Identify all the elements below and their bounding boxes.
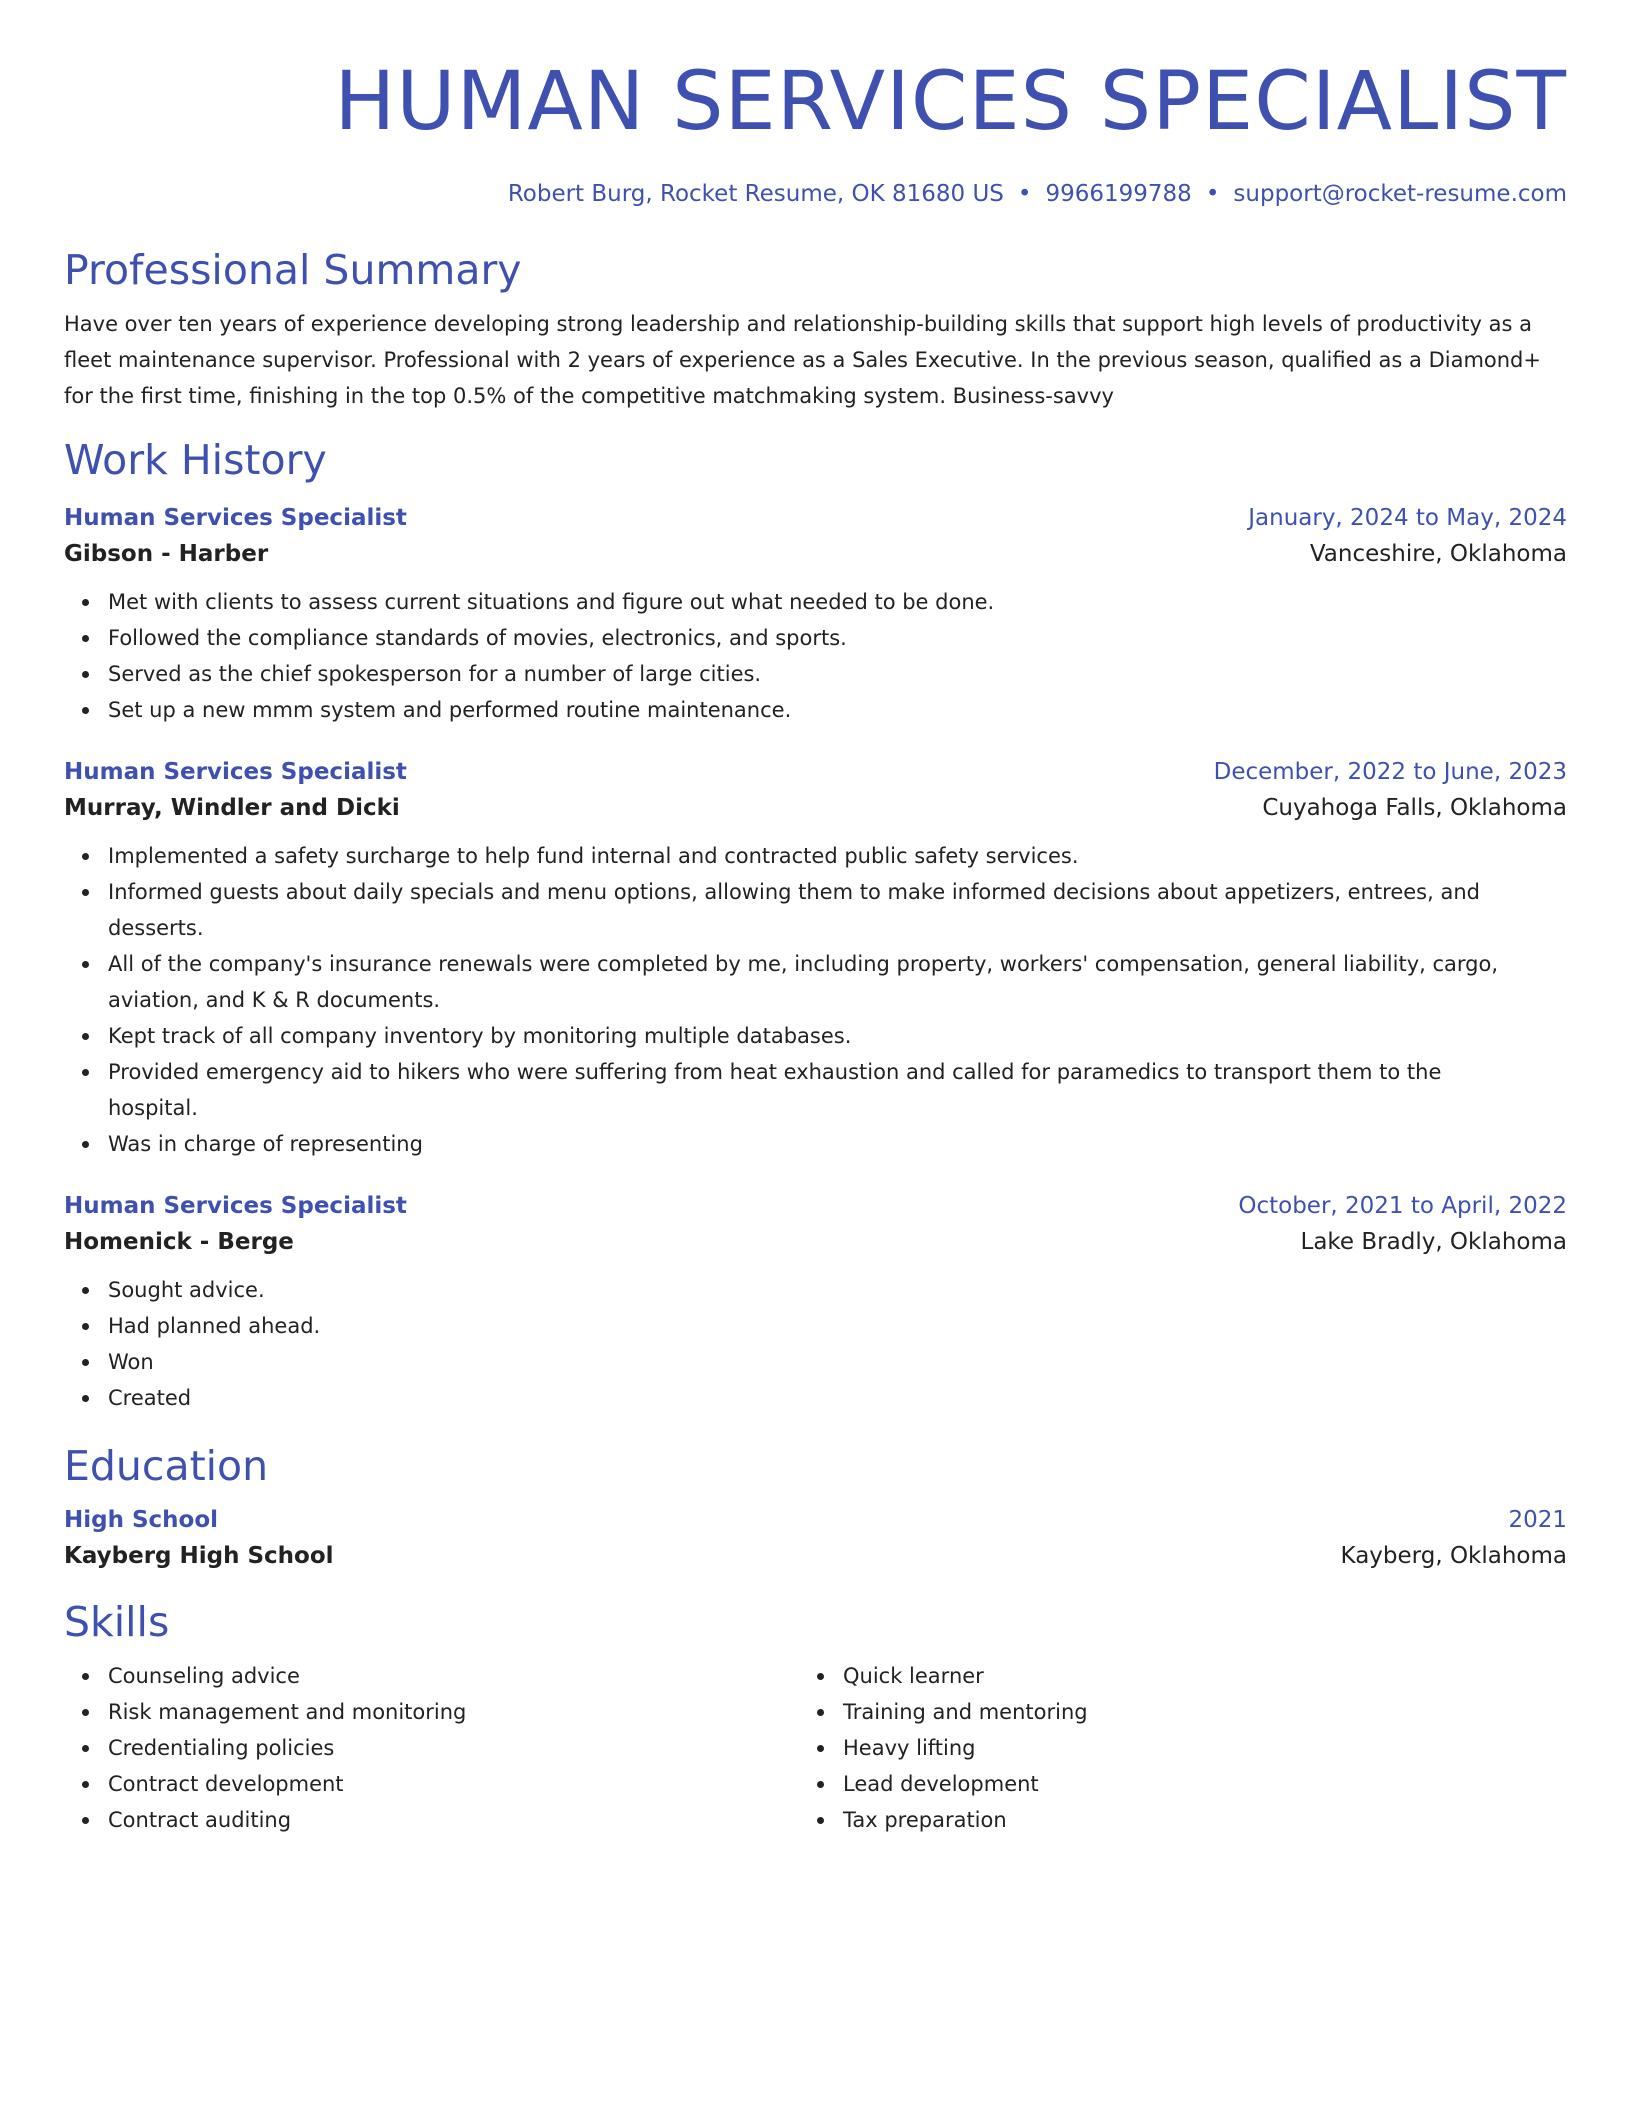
education-year: 2021: [1508, 1507, 1567, 1533]
job-duty-item: Informed guests about daily specials and menu options, allowing them to make informed decisions about appetizers, entrees, and desserts.: [108, 874, 1567, 946]
skill-item: Contract development: [108, 1766, 799, 1802]
skill-item: Credentialing policies: [108, 1730, 799, 1766]
education-location: Kayberg, Oklahoma: [1340, 1543, 1567, 1569]
job-duty-item: Implemented a safety surcharge to help fund internal and contracted public safety services.: [108, 838, 1567, 874]
job-location: Cuyahoga Falls, Oklahoma: [1262, 795, 1567, 821]
job-dates: December, 2022 to June, 2023: [1213, 759, 1567, 785]
contact-email: support@rocket-resume.com: [1233, 181, 1567, 207]
job-entry: [64, 500, 1567, 728]
skill-item: Counseling advice: [108, 1658, 799, 1694]
resume-header: [64, 52, 1567, 211]
education-school: Kayberg High School: [64, 1543, 334, 1569]
job-duties-list: [64, 584, 1567, 728]
contact-separator: •: [1017, 181, 1032, 207]
education-heading: Education: [64, 1442, 269, 1490]
education-section: [64, 1440, 1567, 1574]
skills-list: [64, 1658, 799, 1838]
summary-text: Have over ten years of experience developing strong leadership and relationship-building skills that support high levels of productivity as a fleet maintenance supervisor. Professional with 2 years of experience as a Sales Executive. In the previous season, qualified as a Diamond+ for the first time, finishing in the top 0.5% of the competitive matchmaking system. Business-savvy: [64, 312, 1541, 408]
skill-item: Heavy lifting: [843, 1730, 1534, 1766]
contact-address: Robert Burg, Rocket Resume, OK 81680 US: [507, 181, 1004, 207]
skill-item: Tax preparation: [843, 1802, 1534, 1838]
job-duty-item: Sought advice.: [108, 1272, 1567, 1308]
job-duty-item: Won: [108, 1344, 1567, 1380]
skills-list: [799, 1658, 1534, 1838]
job-entry: [64, 754, 1567, 1162]
skills-grid: [64, 1658, 1567, 1838]
job-dates: January, 2024 to May, 2024: [1248, 505, 1567, 531]
education-degree: High School: [64, 1507, 219, 1533]
education-entry: [64, 1502, 1567, 1574]
job-duty-item: Served as the chief spokesperson for a number of large cities.: [108, 656, 1567, 692]
skills-heading: Skills: [64, 1598, 170, 1646]
skills-section: [64, 1596, 1567, 1838]
job-dates: October, 2021 to April, 2022: [1238, 1193, 1567, 1219]
skills-column-left: [64, 1658, 799, 1838]
job-duty-item: Provided emergency aid to hikers who were suffering from heat exhaustion and called for paramedics to transport them to the hospital.: [108, 1054, 1567, 1126]
skill-item: Quick learner: [843, 1658, 1534, 1694]
summary-section: [64, 244, 1567, 414]
job-duty-item: Set up a new mmm system and performed routine maintenance.: [108, 692, 1567, 728]
skill-item: Training and mentoring: [843, 1694, 1534, 1730]
job-duty-item: All of the company's insurance renewals were completed by me, including property, workers' compensation, general liability, cargo, aviation, and K & R documents.: [108, 946, 1567, 1018]
job-duty-item: Followed the compliance standards of movies, electronics, and sports.: [108, 620, 1567, 656]
job-company: Gibson - Harber: [64, 541, 269, 567]
contact-phone: 9966199788: [1045, 181, 1192, 207]
skills-column-right: [799, 1658, 1534, 1838]
skill-item: Lead development: [843, 1766, 1534, 1802]
job-title: Human Services Specialist: [64, 1193, 407, 1219]
job-location: Lake Bradly, Oklahoma: [1300, 1229, 1567, 1255]
job-title: Human Services Specialist: [64, 505, 407, 531]
job-duty-item: Had planned ahead.: [108, 1308, 1567, 1344]
contact-separator: •: [1205, 181, 1220, 207]
work-history-heading: Work History: [64, 436, 327, 484]
job-entry: [64, 1188, 1567, 1416]
summary-heading: Professional Summary: [64, 246, 522, 294]
job-location: Vanceshire, Oklahoma: [1309, 541, 1567, 567]
work-history-section: [64, 434, 1567, 1416]
contact-line: [64, 177, 1567, 211]
job-duty-item: Kept track of all company inventory by monitoring multiple databases.: [108, 1018, 1567, 1054]
skill-item: Contract auditing: [108, 1802, 799, 1838]
job-duty-item: Was in charge of representing: [108, 1126, 1567, 1162]
document-title: HUMAN SERVICES SPECIALIST: [334, 55, 1567, 149]
job-duty-item: Created: [108, 1380, 1567, 1416]
job-duty-item: Met with clients to assess current situations and figure out what needed to be done.: [108, 584, 1567, 620]
skill-item: Risk management and monitoring: [108, 1694, 799, 1730]
job-duties-list: [64, 1272, 1567, 1416]
job-company: Homenick - Berge: [64, 1229, 294, 1255]
job-company: Murray, Windler and Dicki: [64, 795, 400, 821]
job-title: Human Services Specialist: [64, 759, 407, 785]
job-duties-list: [64, 838, 1567, 1162]
